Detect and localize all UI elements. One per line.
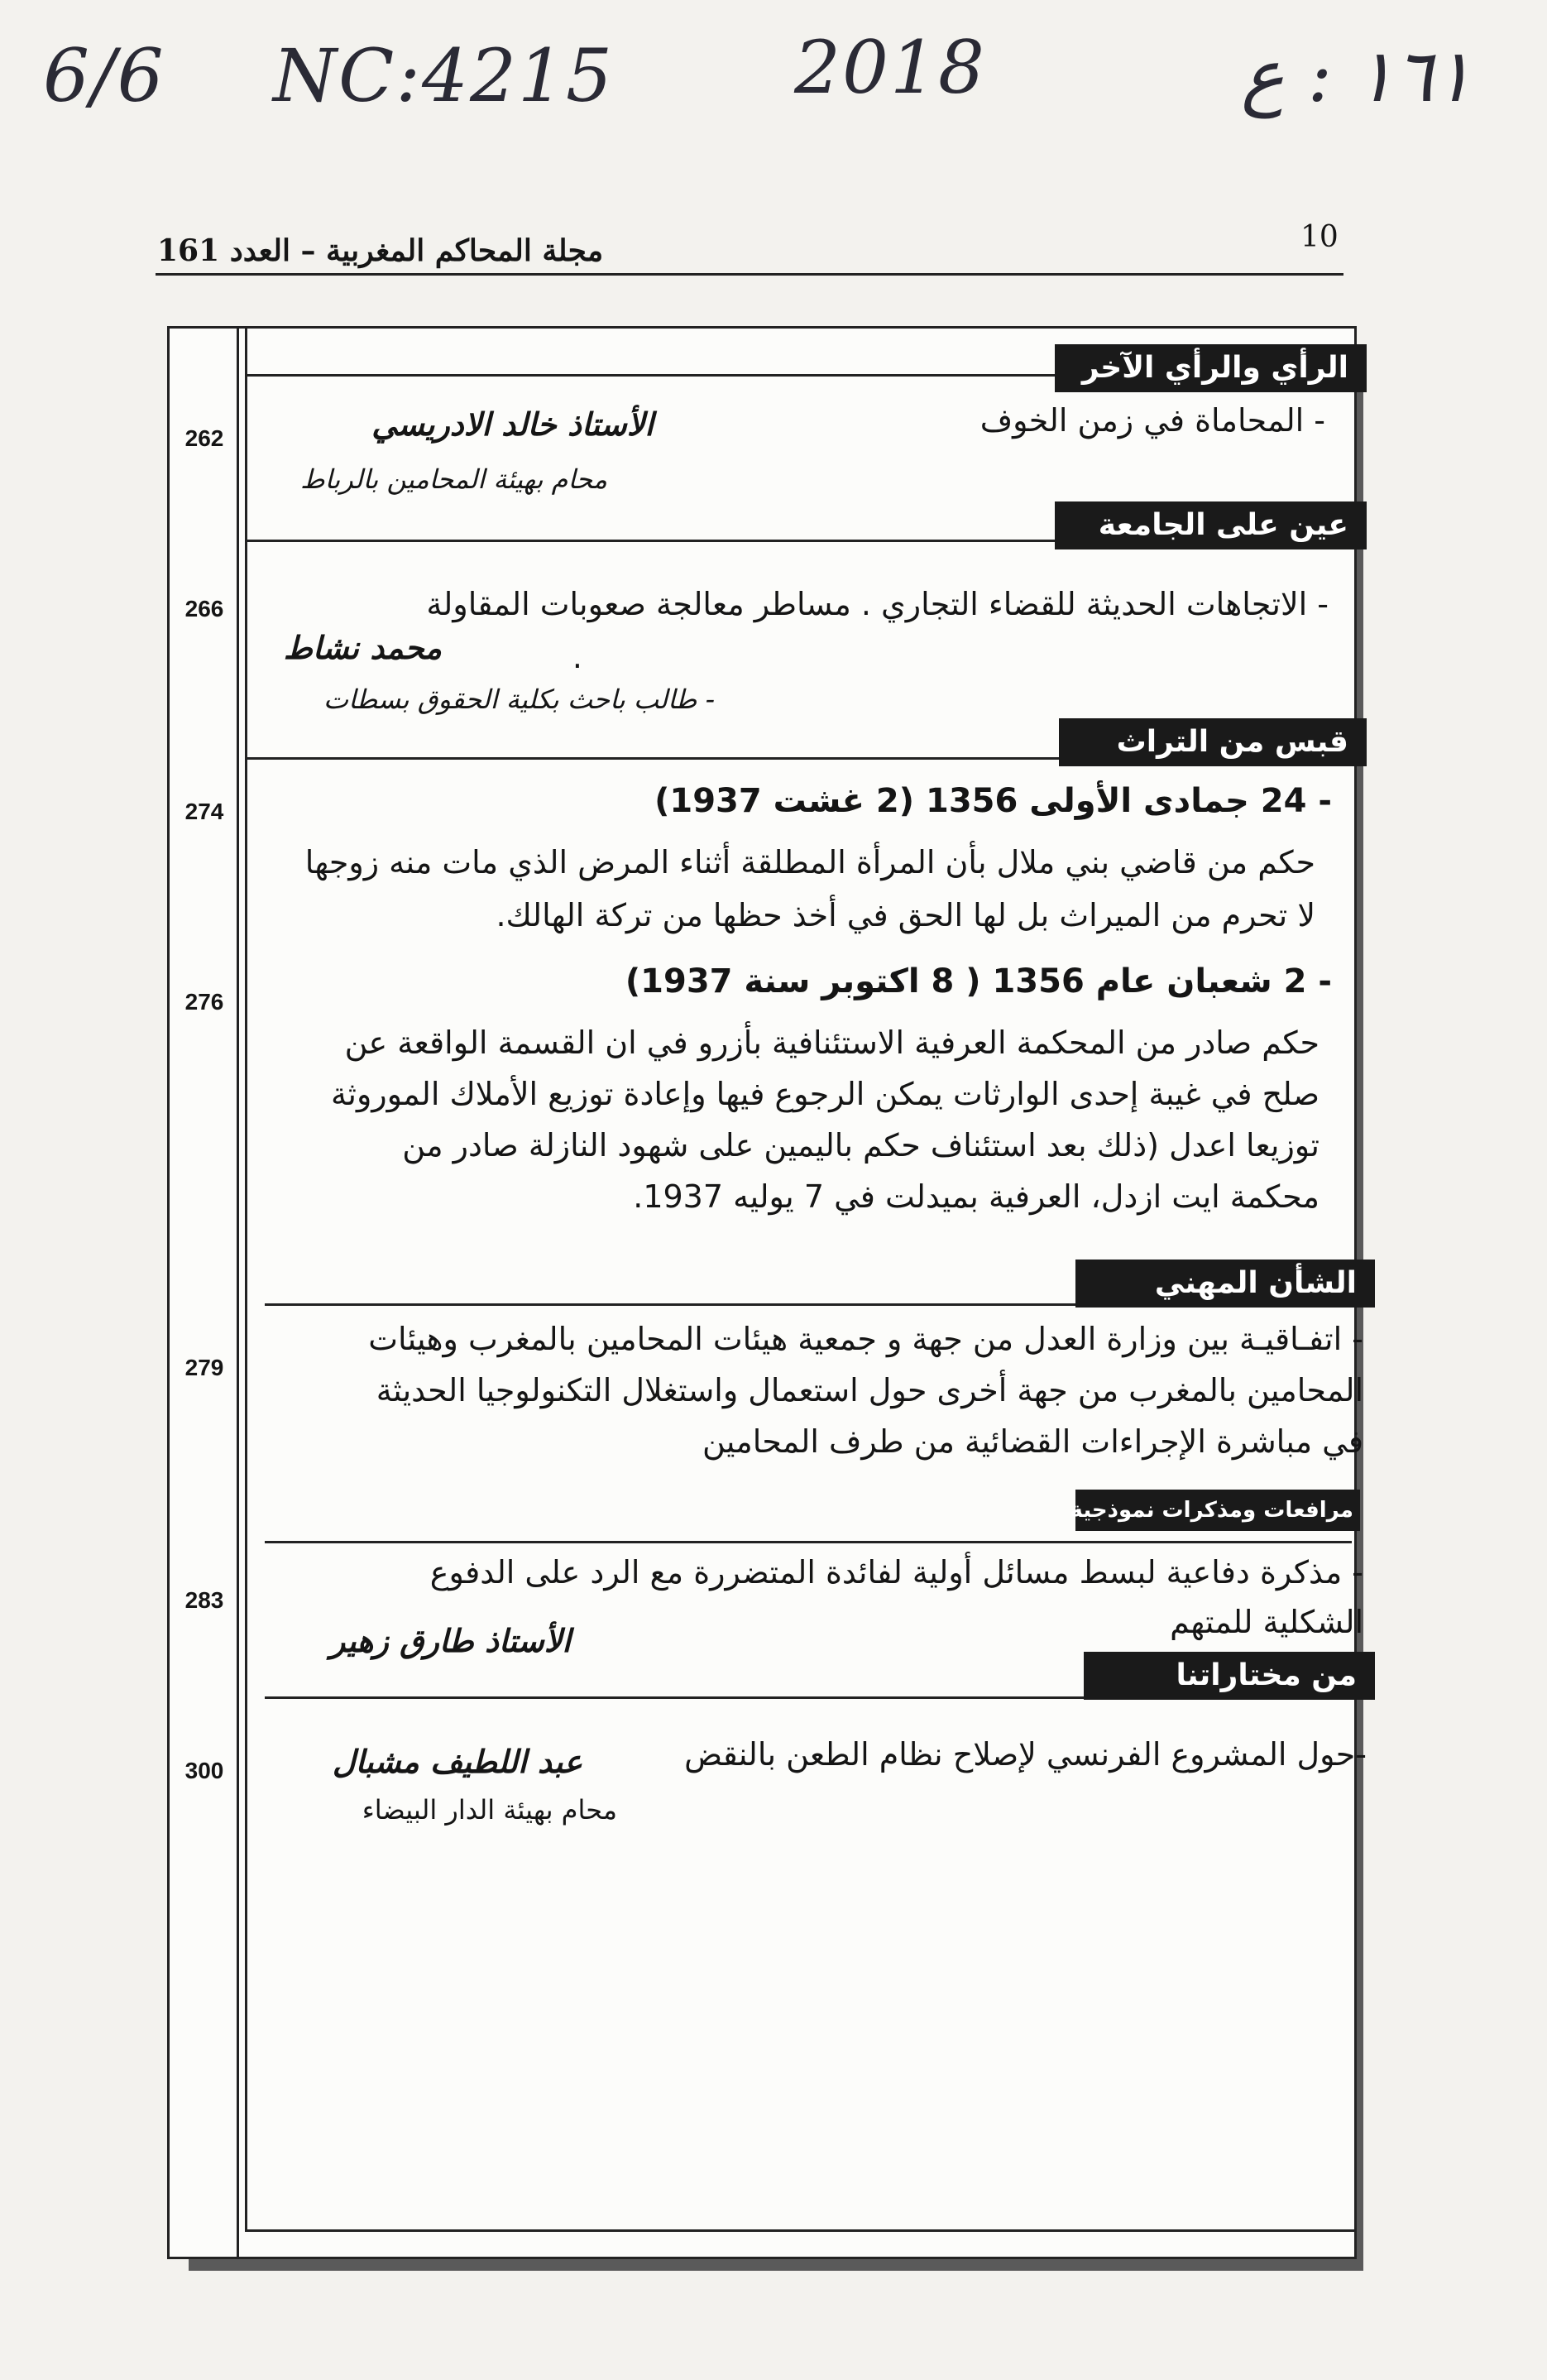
header-rule <box>156 273 1343 276</box>
item-heading: - 2 شعبان عام 1356 ( 8 اكتوبر سنة 1937) <box>625 962 1332 1000</box>
item-line: - مذكرة دفاعية لبسط مسائل أولية لفائدة المتضررة مع الرد على الدفوع <box>429 1554 1363 1591</box>
item-author-note: محام بهيئة الدار البيضاء <box>362 1794 617 1826</box>
item-author: عبد اللطيف مشبال <box>332 1743 582 1780</box>
item-title: - المحاماة في زمن الخوف <box>979 402 1325 439</box>
item-line: حكم من قاضي بني ملال بأن المرأة المطلقة أثناء المرض الذي مات منه زوجها <box>304 844 1315 881</box>
item-page-number: 283 <box>184 1587 224 1613</box>
section-rule <box>265 1541 1352 1543</box>
handwritten-code: NC:4215 <box>273 33 614 118</box>
section-label-pleadings: مرافعات ومذكرات نموذجية <box>1075 1490 1360 1531</box>
section-label-heritage: قبس من التراث <box>1059 718 1367 766</box>
item-line: صلح في غيبة إحدى الوارثات يمكن الرجوع فيها وإعادة توزيع الأملاك الموروثة <box>331 1076 1320 1112</box>
item-author: الأستاذ خالد الادريسي <box>371 405 654 443</box>
item-page-number: 262 <box>184 425 224 451</box>
item-author: الأستاذ طارق زهير <box>330 1622 571 1659</box>
item-dot: . <box>572 639 582 675</box>
item-author-note: - طالب باحث بكلية الحقوق بسطات <box>323 684 715 715</box>
item-author-note: محام بهيئة المحامين بالرباط <box>299 463 607 495</box>
item-line: لا تحرم من الميراث بل لها الحق في أخذ حظها من تركة الهالك. <box>496 897 1315 933</box>
section-label-university: عين على الجامعة <box>1055 501 1367 549</box>
item-line: المحامين بالمغرب من جهة أخرى حول استعمال واستغلال التكنولوجيا الحديثة <box>376 1372 1363 1408</box>
section-label-opinion: الرأي والرأي الآخر <box>1055 344 1367 392</box>
item-title: - الاتجاهات الحديثة للقضاء التجاري . مساطر معالجة صعوبات المقاولة <box>426 586 1329 622</box>
item-line: محكمة ايت ازدل، العرفية بميدلت في 7 يوليه 1937. <box>633 1178 1320 1215</box>
item-author: محمد نشاط <box>283 629 442 666</box>
section-label-professional: الشأن المهني <box>1075 1260 1375 1308</box>
item-line: في مباشرة الإجراءات القضائية من طرف المحامين <box>702 1423 1363 1460</box>
item-heading: - 24 جمادى الأولى 1356 (2 غشت 1937) <box>654 782 1332 820</box>
item-line: حكم صادر من المحكمة العرفية الاستئنافية بأزرو في ان القسمة الواقعة عن <box>344 1024 1320 1061</box>
handwritten-issue-note: ١٦١ : ع <box>1241 33 1473 118</box>
item-page-number: 300 <box>184 1758 224 1783</box>
item-page-number: 276 <box>184 989 224 1015</box>
handwritten-year: 2018 <box>794 25 986 110</box>
section-label-selections: من مختاراتنا <box>1084 1652 1375 1700</box>
item-line: توزيعا اعدل (ذلك بعد استئناف حكم باليمين على شهود النازلة صادر من <box>402 1127 1320 1164</box>
handwritten-fraction: 6/6 <box>43 33 165 118</box>
item-page-number: 279 <box>184 1355 224 1380</box>
item-page-number: 266 <box>184 596 224 621</box>
page-number: 10 <box>1300 220 1339 254</box>
journal-header-title: مجلة المحاكم المغربية – العدد 161 <box>157 233 604 268</box>
item-line: - اتفـاقيـة بين وزارة العدل من جهة و جمعية هيئات المحامين بالمغرب وهيئات <box>368 1321 1363 1357</box>
item-line: الشكلية للمتهم <box>1170 1604 1363 1640</box>
item-title: -حول المشروع الفرنسي لإصلاح نظام الطعن بالنقض <box>684 1736 1367 1773</box>
item-page-number: 274 <box>184 799 224 824</box>
